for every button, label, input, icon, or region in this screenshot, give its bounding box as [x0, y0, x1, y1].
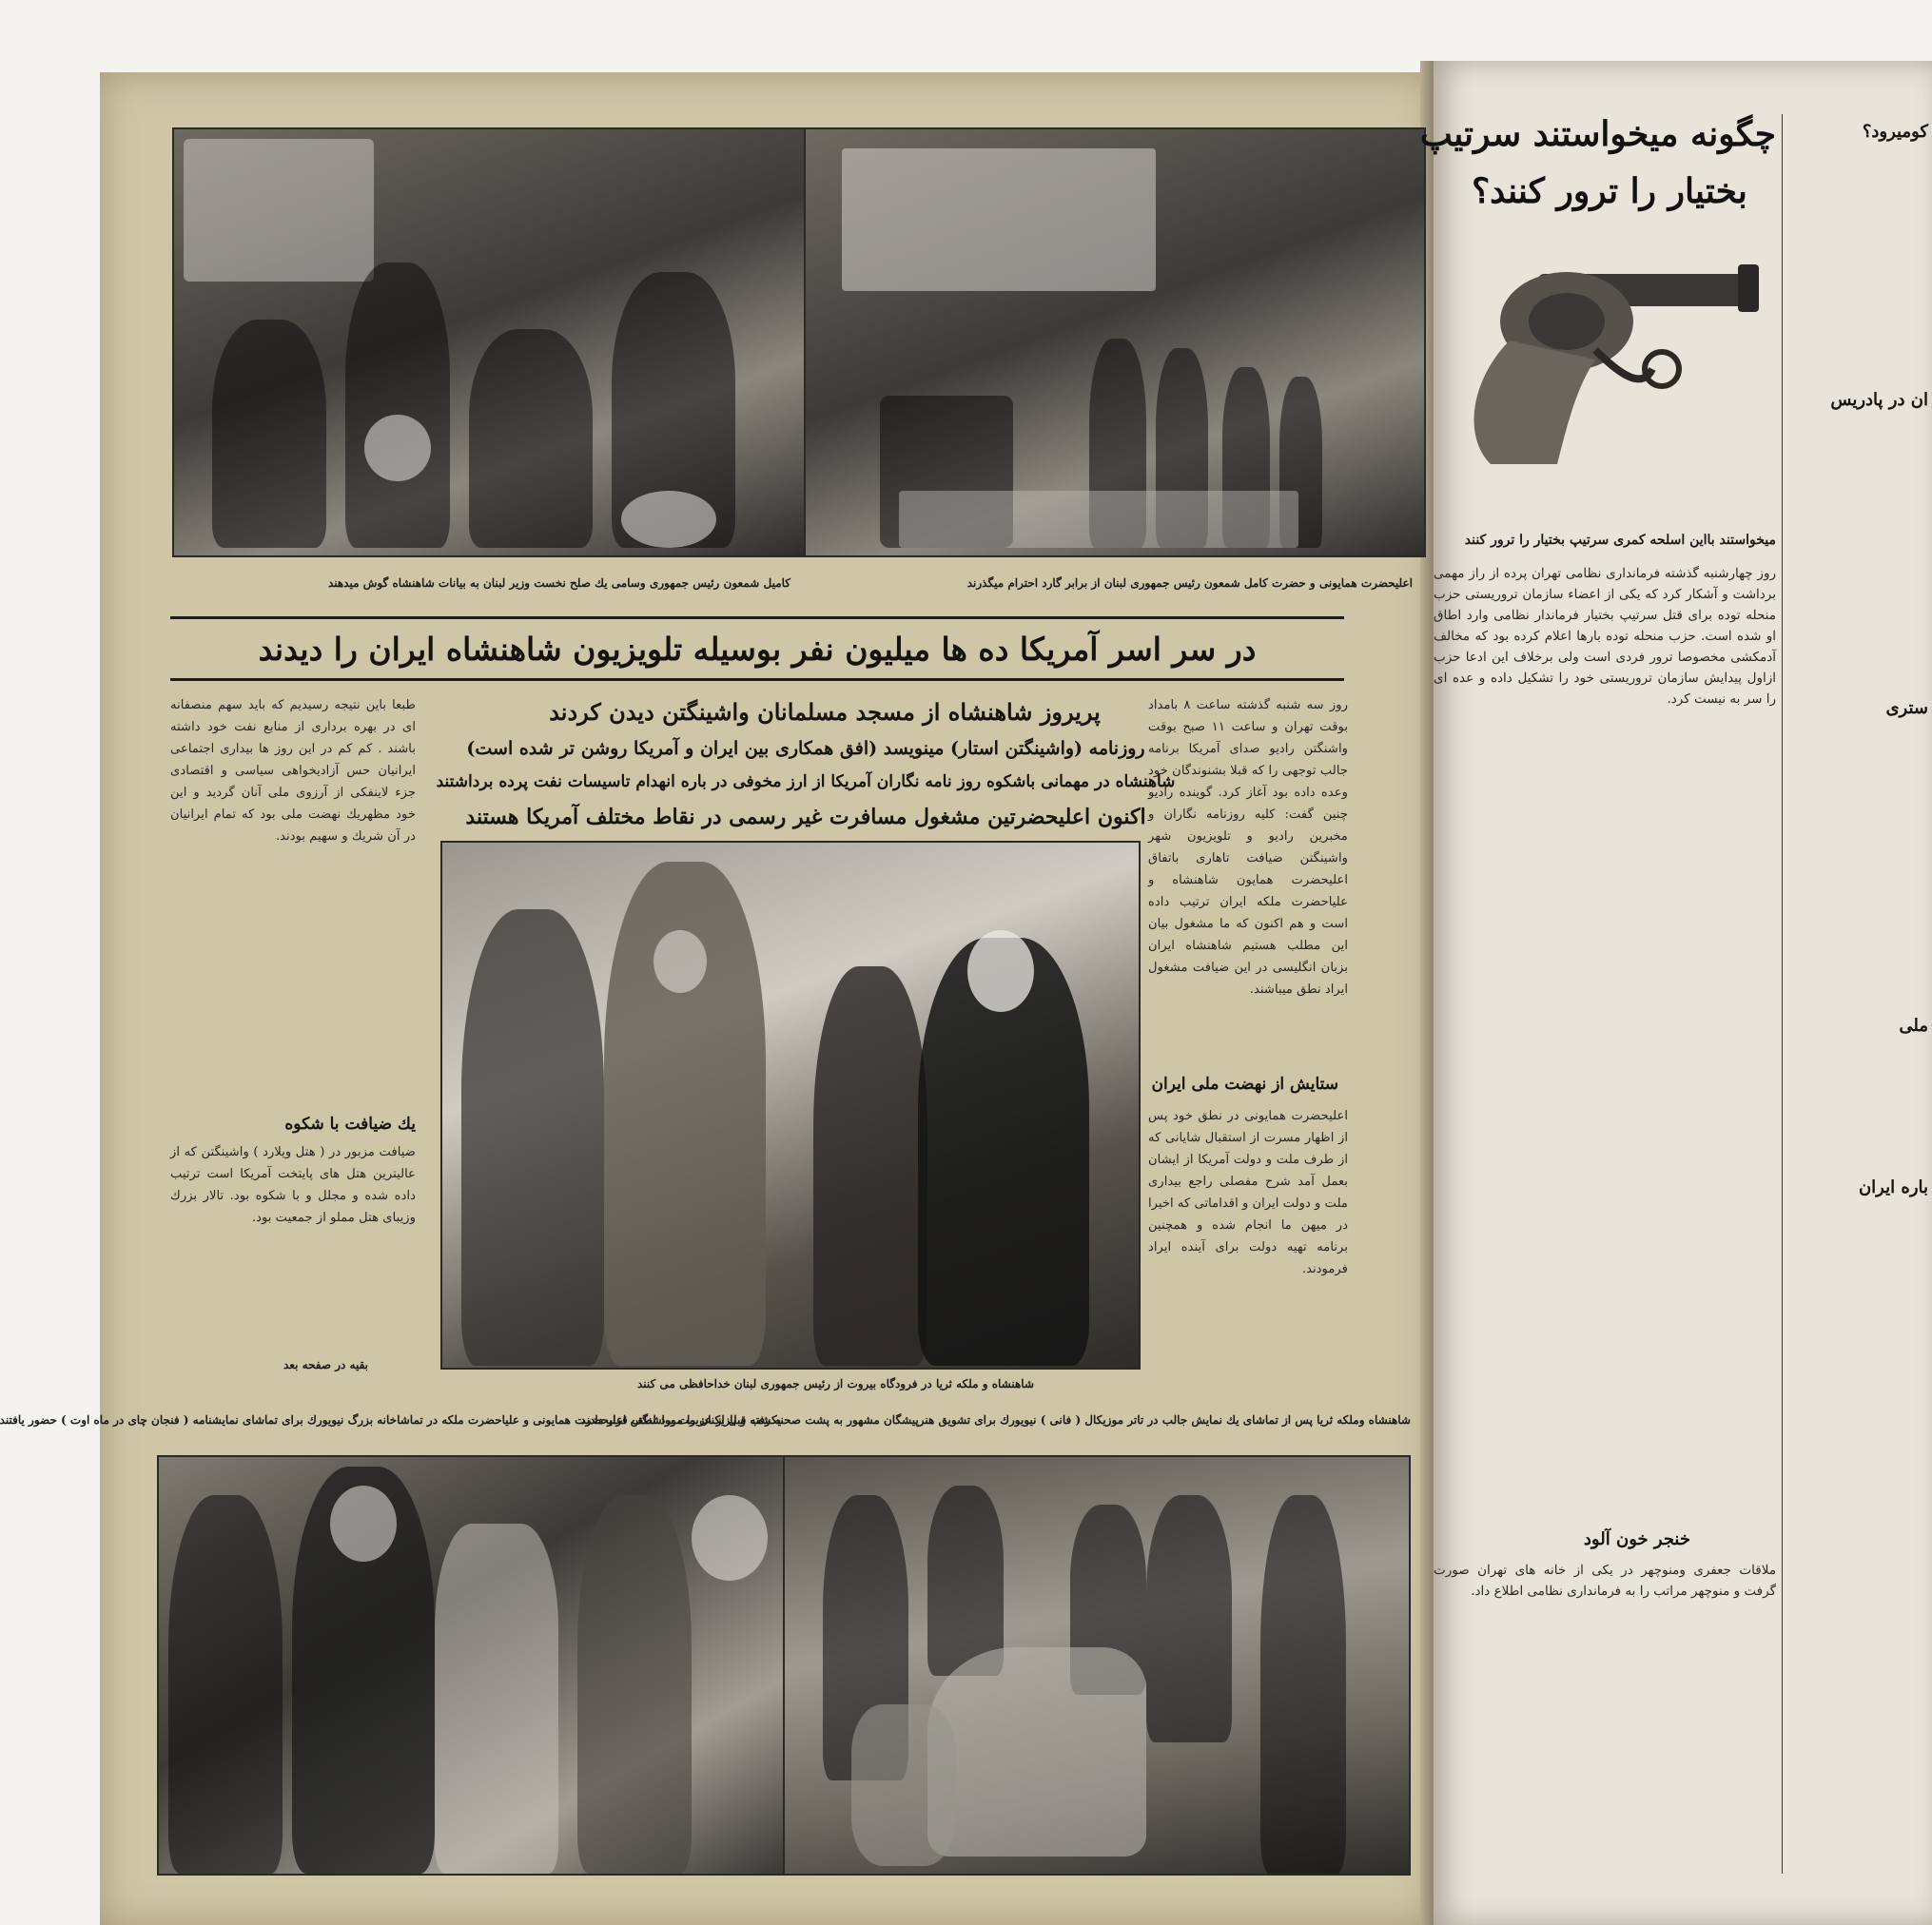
caption-top-left: کامیل شمعون رئیس جمهوری وسامی یك صلح نخست وزیر لبنان به بیانات شاهنشاه گوش میدهند	[327, 576, 790, 590]
subhead-banquet: شاهنشاه در مهمانی باشکوه روز نامه نگاران آمریکا از ارز مخوفی در باره انهدام تاسیسات نفت پرده برداشتند	[436, 772, 1176, 791]
subhead-washington-star: روزنامه (واشینگتن استار) مینویسد (افق همکاری بین ایران و آمریکا روشن تر شده است)	[466, 738, 1145, 759]
column-broadcast: روز سه شنبه گذشته ساعت ۸ بامداد بوقت تهران و ساعت ۱۱ صبح بوقت واشنگتن رادیو صدای آمریکا برنامه جالب توجهی را که قبلا بشنوندگان خود وعده داده بود آغاز کرد. گوینده رادیو چنین گفت: کلیه روزنامه نگاران و مخبرین رادیو و تلویزیون شهر واشینگتن ضیافت تاهاری باتفاق اعلیحضرت همایون شاهنشاه و علیاحضرت ملکه ایران ترتیب داده است و هم اکنون که ما مشغول بیان این مطلب هستیم شاهنشاه ایران بزبان انگلیسی در این ضیافت مشغول ایراد نطق میباشند.	[1148, 698, 1349, 997]
right-caption-revolver: میخواستند بااین اسلحه کمری سرتیپ بختیار را ترور کنند	[1464, 533, 1776, 548]
edge-title-national: ملی	[1899, 1016, 1928, 1036]
column-banquet: ضیافت مزبور در ( هتل ویلارد ) واشینگتن که از عالیترین هتل های پایتخت آمریکا است ترتیب داده شده و مجلل و با شکوه بود. تالار بزرك وزیبای هتل مملو از جمعیت بود.	[170, 1145, 416, 1225]
subhead-mosque-visit: پریروز شاهنشاه از مسجد مسلمانان واشینگتن دیدن کردند	[549, 698, 1101, 726]
section-banquet: یك ضیافت با شکوه	[284, 1115, 416, 1134]
main-headline: در سر اسر آمریکا ده ها میلیون نفر بوسیله تلویزیون شاهنشاه ایران را دیدند	[170, 616, 1344, 681]
continued-note: بقیه در صفحه بعد	[283, 1358, 368, 1371]
section-national-movement: ستایش از نهضت ملی ایران	[1151, 1075, 1338, 1094]
photo-theater-actors	[157, 1455, 785, 1876]
photo-seated-dignitaries	[172, 127, 806, 557]
subhead-unofficial-trip: اکنون اعلیحضرتین مشغول مسافرت غیر رسمی در نقاط مختلف آمریکا هستند	[465, 805, 1146, 829]
edge-title-about-iran: باره ایران	[1858, 1177, 1928, 1197]
caption-top-right: اعلیحضرت همایونی و حضرت کامل شمعون رئیس جمهوری لبنان از برابر گارد احترام میگذرند	[966, 576, 1413, 590]
caption-center-photo: شاهنشاه و ملکه ثریا در فرودگاه بیروت از رئیس جمهوری لبنان خداحافظی می کنند	[636, 1377, 1034, 1390]
photo-guard-of-honor	[802, 127, 1426, 557]
photo-beirut-airport	[440, 841, 1141, 1370]
edge-title-paris: ان در پادریس	[1830, 390, 1928, 410]
edge-title-justice: ستری	[1885, 698, 1928, 718]
right-column-rule	[1782, 114, 1783, 1874]
right-body-text: روز چهارشنبه گذشته فرمانداری نظامی تهران پرده از راز مهمی برداشت و آشکار کرد که یکی از اعضاء سازمان تروریستی حزب منحله توده برای قتل سرتیپ بختیار فرماندار نظامی وارد اطاق او شده است. حزب منحله توده بارها اعلام کرده بود که مخالف آدمکشی مخصوصا ترور فردی است ولی برخلاف این ادعا حزب ازاول پیدایش سازمان تروریستی خود را تشکیل داده و عده ای را سر به نیست کرد.	[1434, 566, 1776, 707]
column-oil-nationalization: طبعا باین نتیجه رسیدیم که باید سهم منصفانه ای در بهره برداری از منابع نفت خود داشته باشند . کم کم در این روز ها بیداری اجتماعی ایرانیان حس آزادیخواهی سیاسی و اقتصادی جزء لاینفکی از آرزوی ملی آنان گردید و این خود مظهریك نهضت ملی بود که تمام ایرانیان در آن شریك و سهیم بودند.	[170, 698, 416, 844]
caption-bottom-left: یکشب قبل از عزیمت بواشنگتن اعلیحضرت همایونی و علیاحضرت ملکه در تماشاخانه بزرگ نیویورك برای تماشای نمایشنامه ( فنجان چای در ماه اوت ) حضور یافتند	[0, 1413, 781, 1427]
right-headline-line2: بختیار را ترور کنند؟	[1472, 171, 1747, 211]
revolver-illustration	[1453, 236, 1766, 474]
right-headline-line1: چگونه میخواستند سرتیپ	[1419, 114, 1776, 154]
right-body-text-2: ملاقات جعفری ومنوچهر در یکی از خانه های تهران صورت گرفت و منوچهر مراتب را به فرمانداری نظامی اطلاع داد.	[1434, 1563, 1776, 1599]
edge-title-top: کومیرود؟	[1862, 122, 1928, 142]
caption-bottom-right: شاهنشاه وملکه ثریا پس از تماشای یك نمایش جالب در تاتر موزیکال ( فانی ) نیویورك برای تشویق هنرپیشگان مشهور به پشت صحنه رفته و بازیکنان را مورد لطف قرار دادند	[580, 1413, 1411, 1427]
right-subhead-bloody-dagger: خنجر خون آلود	[1583, 1529, 1690, 1549]
column-speech: اعلیحضرت همایونی در نطق خود پس از اظهار مسرت از استقبال شایانی که از طرف ملت و دولت آمریکا از ایشان بعمل آمد شرح مفصلی راجع بیداری ملت و دولت ایران و اقداماتی که اخیرا در میهن ما انجام شده و همچنین برنامه تهیه دولت برای آینده ایراد فرمودند.	[1147, 1109, 1348, 1276]
photo-backstage-visit	[783, 1455, 1411, 1876]
